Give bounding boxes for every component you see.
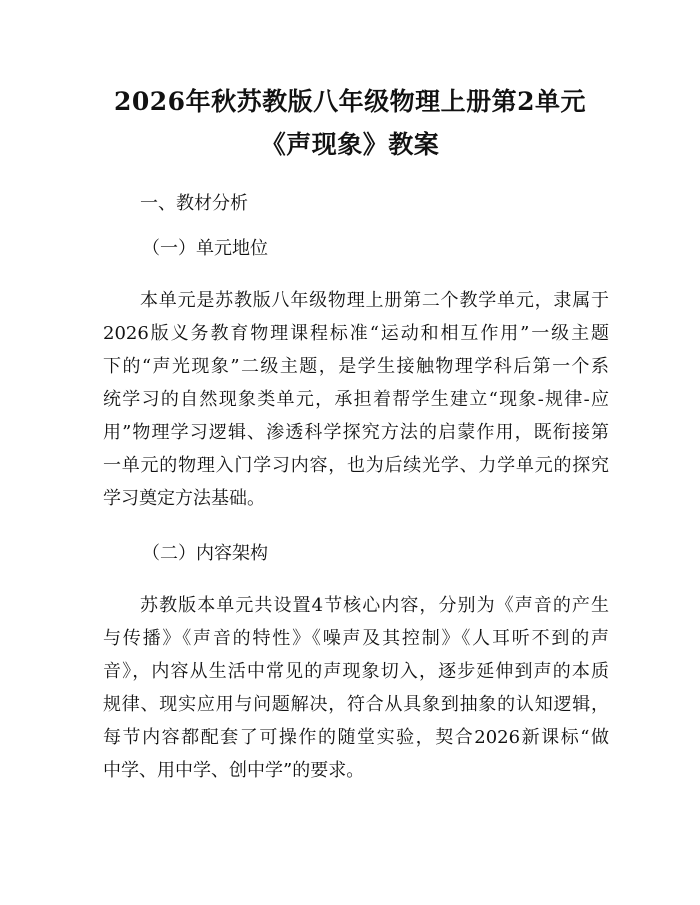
paragraph-line: 2026版义务教育物理课程标准“运动和相互作用”一级主题 (103, 323, 609, 344)
paragraph-line: 中学、用中学、创中学”的要求。 (103, 760, 365, 781)
paragraph-line: 用”物理学习逻辑、渗透科学探究方法的启蒙作用，既衔接第 (103, 422, 609, 443)
paragraph-line: 统学习的自然现象类单元，承担着帮学生建立“现象-规律-应 (103, 389, 609, 410)
paragraph-line: 苏教版本单元共设置4节核心内容，分别为《声音的产生 (140, 595, 609, 616)
document-title-line-2: 《声现象》教案 (260, 130, 440, 159)
paragraph-line: 每节内容都配套了可操作的随堂实验，契合2026新课标“做 (103, 727, 609, 748)
paragraph-line: 下的“声光现象”二级主题，是学生接触物理学科后第一个系 (103, 356, 609, 377)
section-heading-textbook-analysis: 一、教材分析 (140, 193, 248, 214)
paragraph-line: 学习奠定方法基础。 (103, 488, 265, 509)
paragraph-line: 本单元是苏教版八年级物理上册第二个教学单元，隶属于 (140, 290, 609, 311)
paragraph-unit-position (103, 284, 609, 515)
paragraph-line: 一单元的物理入门学习内容，也为后续光学、力学单元的探究 (103, 455, 609, 476)
paragraph-content-structure (103, 589, 609, 787)
paragraph-line: 音》，内容从生活中常见的声现象切入，逐步延伸到声的本质 (103, 661, 609, 682)
document-title-line-1: 2026年秋苏教版八年级物理上册第2单元 (114, 87, 586, 116)
paragraph-line: 规律、现实应用与问题解决，符合从具象到抽象的认知逻辑， (103, 694, 609, 715)
paragraph-line: 与传播》《声音的特性》《噪声及其控制》《人耳听不到的声 (103, 628, 609, 649)
subsection-heading-content-structure: （二）内容架构 (142, 543, 268, 564)
subsection-heading-unit-position: （一）单元地位 (142, 238, 268, 259)
